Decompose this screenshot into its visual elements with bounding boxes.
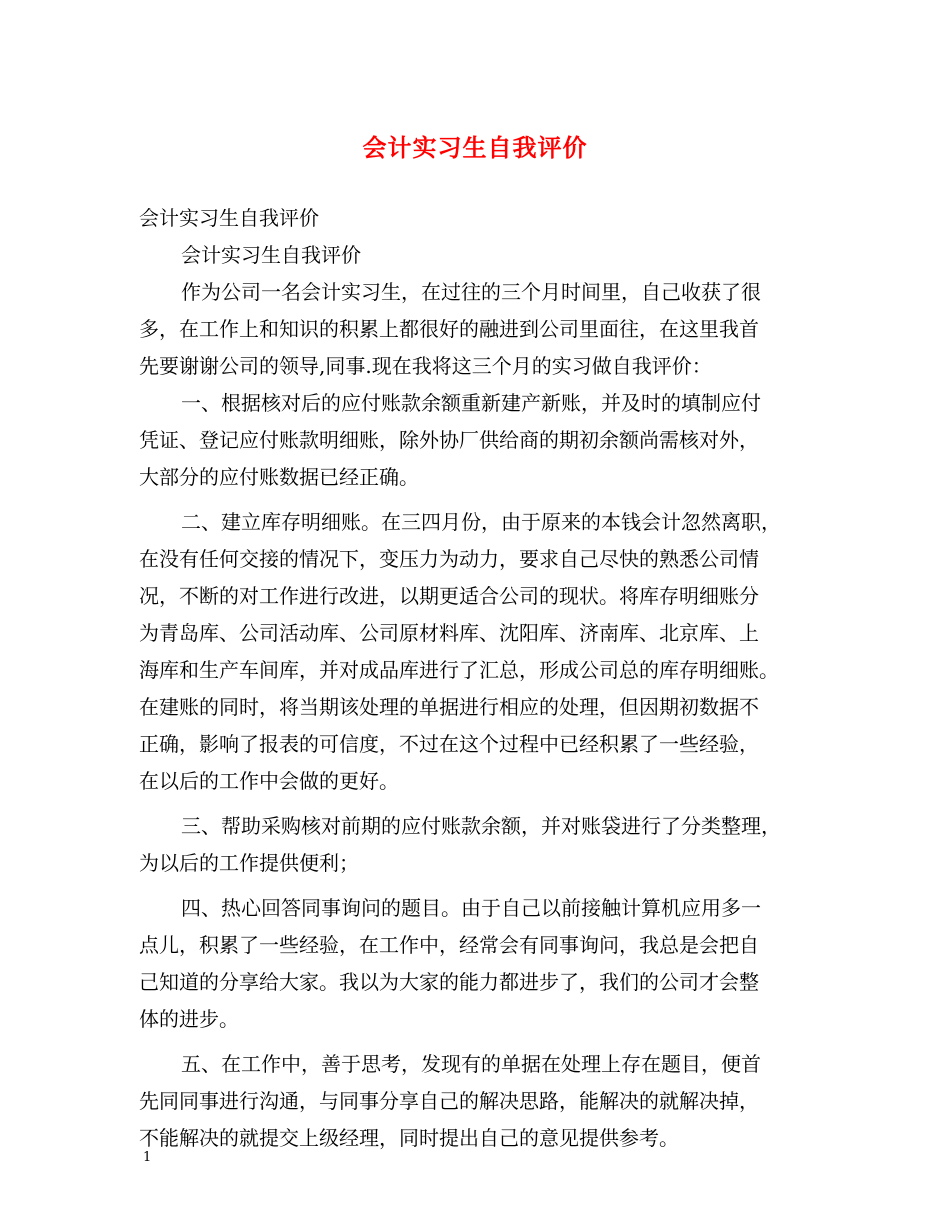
paragraph-line: 在以后的工作中会做的更好。 [139,769,399,793]
paragraph-line: 多，在工作上和知识的积累上都很好的融进到公司里面往，在这里我首 [139,317,759,341]
paragraph-intro [139,274,829,385]
paragraph-item-1 [139,385,829,496]
paragraph-line: 不能解决的就提交上级经理，同时提出自己的意见提供参考。 [139,1126,679,1150]
page-number: 1 [143,1150,152,1165]
paragraph-line: 二、建立库存明细账。在三四月份，由于原来的本钱会计忽然离职， [181,510,781,534]
document-body [139,200,829,1157]
paragraph-line: 凭证、登记应付账款明细账，除外协厂供给商的期初余额尚需核对外， [139,428,759,452]
paragraph-line: 作为公司一名会计实习生，在过往的三个月时间里，自己收获了很 [181,280,761,304]
paragraph-line: 先要谢谢公司的领导,同事.现在我将这三个月的实习做自我评价： [139,354,712,378]
paragraph-item-4 [139,890,829,1038]
document-title: 会计实习生自我评价 [362,133,588,162]
paragraph-line: 体的进步。 [139,1007,239,1031]
paragraph-line: 三、帮助采购核对前期的应付账款余额，并对账袋进行了分类整理， [181,814,781,838]
paragraph-line: 为青岛库、公司活动库、公司原材料库、沈阳库、济南库、北京库、上 [139,621,759,645]
paragraph-line: 在没有任何交接的情况下，变压力为动力，要求自己尽快的熟悉公司情 [139,547,759,571]
paragraph-item-5 [139,1046,829,1157]
paragraph-line: 点儿，积累了一些经验，在工作中，经常会有同事询问，我总是会把自 [139,933,759,957]
document-heading: 会计实习生自我评价 [139,206,319,230]
paragraph-line: 先同同事进行沟通，与同事分享自己的解决思路，能解决的就解决掉， [139,1089,759,1113]
paragraph-line: 大部分的应付账数据已经正确。 [139,465,419,489]
paragraph-line: 己知道的分享给大家。我以为大家的能力都进步了，我们的公司才会整 [139,970,759,994]
paragraph-item-3 [139,808,829,882]
paragraph-line: 正确，影响了报表的可信度，不过在这个过程中已经积累了一些经验， [139,732,759,756]
paragraph-line: 一、根据核对后的应付账款余额重新建产新账，并及时的填制应付 [181,391,761,415]
paragraph-line: 在建账的同时，将当期该处理的单据进行相应的处理，但因期初数据不 [139,695,759,719]
paragraph-line: 四、热心回答同事询问的题目。由于自己以前接触计算机应用多一 [181,896,761,920]
paragraph-line: 五、在工作中，善于思考，发现有的单据在处理上存在题目，便首 [181,1052,761,1076]
paragraph-item-2 [139,504,829,800]
paragraph-line: 海库和生产车间库，并对成品库进行了汇总，形成公司总的库存明细账。 [139,658,779,682]
paragraph-line: 为以后的工作提供便利； [139,851,359,875]
document-subheading: 会计实习生自我评价 [181,243,361,267]
paragraph-line: 况，不断的对工作进行改进，以期更适合公司的现状。将库存明细账分 [139,584,759,608]
